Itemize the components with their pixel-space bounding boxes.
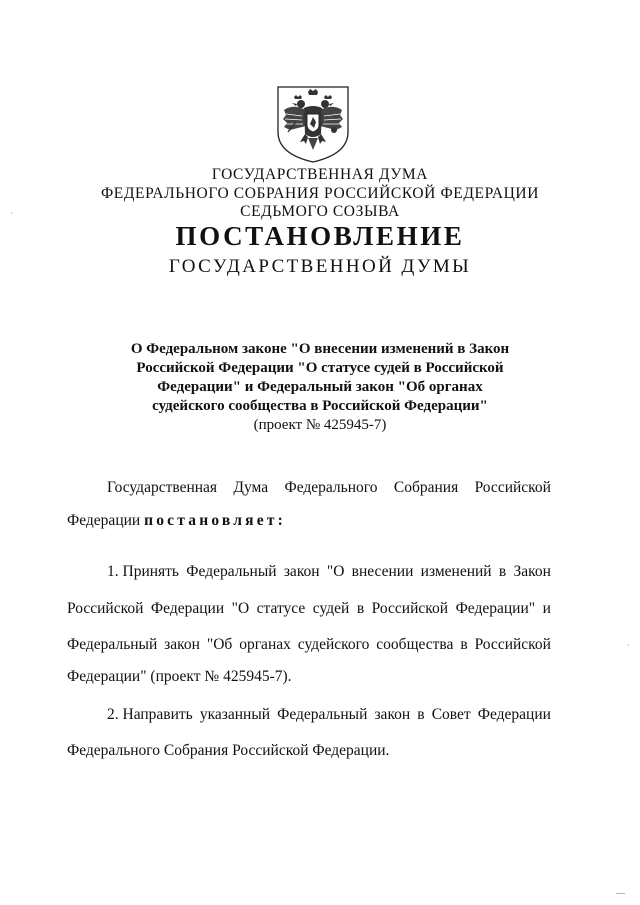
word: "О: [326, 563, 345, 580]
word: Федерации: [477, 706, 551, 723]
bill-project-number: (проект № 425945-7): [253, 417, 387, 433]
word: 1. Принять: [107, 563, 180, 580]
word: указанный: [199, 706, 271, 723]
word: закон: [374, 706, 411, 723]
org-name-line-2: ФЕДЕРАЛЬНОГО СОБРАНИЯ РОССИЙСКОЙ ФЕДЕРАЦИИ: [100, 185, 540, 202]
word: Федеральный: [67, 636, 158, 653]
document-type-title: ПОСТАНОВЛЕНИЕ: [175, 221, 465, 251]
word: Совет: [431, 706, 471, 723]
word: закон: [283, 563, 320, 580]
word: в: [498, 563, 507, 580]
resolves-keyword: постановляет:: [144, 512, 286, 529]
russian-coat-of-arms-emblem: [274, 84, 352, 164]
word: сообщества: [376, 636, 454, 653]
word: Российской: [371, 600, 449, 617]
convocation-line: СЕДЬМОГО СОЗЫВА: [240, 203, 400, 220]
subject-line-4: судейского сообщества в Российской Федерации": [152, 398, 488, 414]
item2-line-1: [107, 706, 551, 724]
scan-mark: ·: [627, 640, 630, 650]
word: Федерации": [455, 600, 536, 617]
subject-line-1: О Федеральном законе "О внесении изменений в Закон: [130, 341, 510, 357]
word: судейского: [297, 636, 370, 653]
word: закон: [164, 636, 200, 653]
word: 2. Направить: [107, 706, 193, 723]
item1-line-1: [107, 563, 551, 581]
word: в: [417, 706, 425, 723]
word: Дума: [233, 479, 269, 496]
intro-line-2: [67, 512, 551, 530]
word: и: [542, 600, 551, 617]
word: Закон: [513, 563, 551, 580]
intro-line-2-start: Федерации: [67, 512, 145, 529]
resolution-subject: [120, 340, 520, 435]
word: Федерации: [150, 600, 225, 617]
word: в: [460, 636, 468, 653]
word: внесении: [351, 563, 414, 580]
word: Федеральный: [186, 563, 277, 580]
document-issuer-title: ГОСУДАРСТВЕННОЙ ДУМЫ: [168, 256, 472, 277]
word: статусе: [256, 600, 306, 617]
word: Российской: [474, 636, 551, 653]
word: "Об: [206, 636, 233, 653]
word: Федерального: [284, 479, 378, 496]
intro-line-1: [107, 479, 551, 497]
item1-line-2: [67, 600, 551, 618]
item2-line-2: Федерального Собрания Российской Федерации.: [67, 742, 390, 759]
org-name-line-1: ГОСУДАРСТВЕННАЯ ДУМА: [211, 166, 429, 183]
subject-line-2: Российской Федерации "О статусе судей в Российской: [136, 360, 504, 376]
word: в: [356, 600, 365, 617]
word: судей: [312, 600, 350, 617]
word: Российской: [67, 600, 144, 617]
item1-line-3: [67, 636, 551, 654]
word: Федеральный: [277, 706, 368, 723]
word: Государственная: [107, 479, 218, 496]
word: Собрания: [393, 479, 459, 496]
word: органах: [239, 636, 291, 653]
word: изменений: [420, 563, 492, 580]
subject-line-3: Федерации" и Федеральный закон "Об органах: [157, 379, 483, 395]
scan-mark: ·: [10, 208, 13, 218]
word: Российской: [474, 479, 551, 496]
scan-mark: —: [616, 888, 625, 898]
word: "О: [231, 600, 250, 617]
item1-line-4: Федерации" (проект № 425945-7).: [67, 668, 292, 685]
